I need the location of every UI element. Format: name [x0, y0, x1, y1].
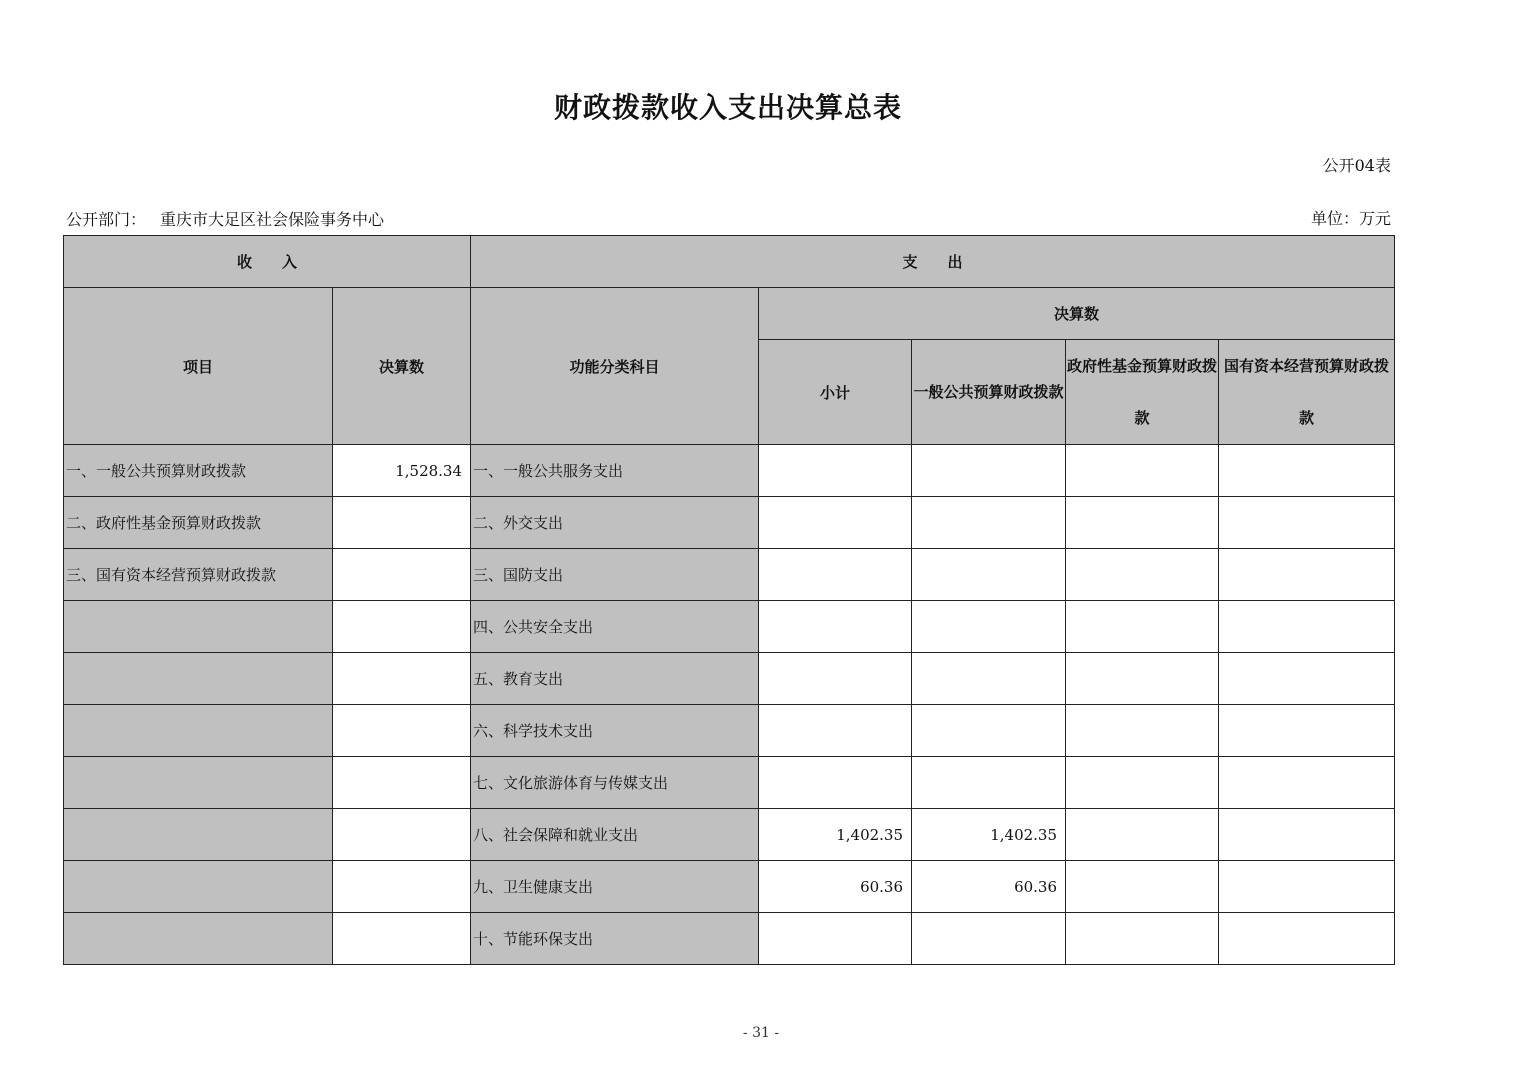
general-budget-cell [912, 913, 1066, 965]
income-amount-cell [333, 497, 471, 549]
expense-item-cell: 九、卫生健康支出 [471, 861, 759, 913]
table-row [64, 809, 1395, 861]
page-number: - 31 - [742, 1025, 780, 1041]
expense-item-cell: 十、节能环保支出 [471, 913, 759, 965]
gov-fund-column-header: 政府性基金预算财政拨款 [1066, 340, 1219, 445]
expense-item-cell: 五、教育支出 [471, 653, 759, 705]
table-row [64, 861, 1395, 913]
expense-item-cell: 八、社会保障和就业支出 [471, 809, 759, 861]
income-amount-cell [333, 913, 471, 965]
income-item-cell [64, 653, 333, 705]
income-header: 收 入 [64, 236, 471, 288]
income-item-cell [64, 809, 333, 861]
final-amount-column-header: 决算数 [333, 288, 471, 445]
general-budget-cell [912, 601, 1066, 653]
expense-item-cell: 六、科学技术支出 [471, 705, 759, 757]
state-capital-cell [1219, 601, 1395, 653]
subtotal-cell [759, 497, 912, 549]
income-amount-cell [333, 601, 471, 653]
subtotal-cell [759, 445, 912, 497]
state-capital-cell [1219, 757, 1395, 809]
general-budget-cell [912, 757, 1066, 809]
subtotal-cell [759, 705, 912, 757]
state-capital-cell [1219, 445, 1395, 497]
gov-fund-cell [1066, 913, 1219, 965]
state-capital-cell [1219, 705, 1395, 757]
gov-fund-cell [1066, 809, 1219, 861]
table-row [64, 757, 1395, 809]
subtotal-column-header: 小计 [759, 340, 912, 445]
gov-fund-cell [1066, 445, 1219, 497]
income-amount-cell [333, 705, 471, 757]
gov-fund-cell [1066, 549, 1219, 601]
page-title: 财政拨款收入支出决算总表 [553, 91, 902, 124]
subtotal-cell [759, 549, 912, 601]
income-item-cell [64, 757, 333, 809]
expense-item-cell: 四、公共安全支出 [471, 601, 759, 653]
department-name: 重庆市大足区社会保险事务中心 [160, 210, 385, 229]
final-amount-group-header: 决算数 [759, 288, 1395, 340]
income-item-cell: 一、一般公共预算财政拨款 [64, 445, 333, 497]
income-item-cell [64, 601, 333, 653]
income-amount-cell [333, 861, 471, 913]
expense-header: 支 出 [471, 236, 1395, 288]
table-row [64, 705, 1395, 757]
form-number: 公开04表 [1322, 156, 1391, 175]
gov-fund-cell [1066, 861, 1219, 913]
gov-fund-cell [1066, 757, 1219, 809]
subtotal-cell [759, 757, 912, 809]
expense-item-cell: 七、文化旅游体育与传媒支出 [471, 757, 759, 809]
state-capital-cell [1219, 497, 1395, 549]
income-amount-cell: 1,528.34 [333, 445, 471, 497]
table-row [64, 497, 1395, 549]
expense-item-cell: 三、国防支出 [471, 549, 759, 601]
income-amount-cell [333, 809, 471, 861]
table-row [64, 601, 1395, 653]
state-capital-cell [1219, 861, 1395, 913]
general-budget-cell: 1,402.35 [912, 809, 1066, 861]
expense-item-cell: 一、一般公共服务支出 [471, 445, 759, 497]
general-budget-column-header: 一般公共预算财政拨款 [912, 340, 1066, 445]
income-amount-cell [333, 757, 471, 809]
gov-fund-cell [1066, 705, 1219, 757]
general-budget-cell [912, 549, 1066, 601]
general-budget-cell [912, 653, 1066, 705]
department-label: 公开部门： [66, 210, 147, 229]
general-budget-cell [912, 445, 1066, 497]
income-item-cell: 二、政府性基金预算财政拨款 [64, 497, 333, 549]
state-capital-column-header: 国有资本经营预算财政拨款 [1219, 340, 1395, 445]
gov-fund-cell [1066, 601, 1219, 653]
income-amount-cell [333, 549, 471, 601]
unit-label: 单位：万元 [1310, 209, 1391, 228]
fiscal-summary-table [63, 235, 1395, 965]
subtotal-cell: 1,402.35 [759, 809, 912, 861]
income-item-cell [64, 705, 333, 757]
general-budget-cell [912, 705, 1066, 757]
table-row [64, 549, 1395, 601]
table-row [64, 913, 1395, 965]
general-budget-cell [912, 497, 1066, 549]
general-budget-cell: 60.36 [912, 861, 1066, 913]
income-amount-cell [333, 653, 471, 705]
gov-fund-cell [1066, 653, 1219, 705]
gov-fund-cell [1066, 497, 1219, 549]
item-column-header: 项目 [64, 288, 333, 445]
state-capital-cell [1219, 913, 1395, 965]
state-capital-cell [1219, 549, 1395, 601]
subtotal-cell [759, 653, 912, 705]
income-item-cell: 三、国有资本经营预算财政拨款 [64, 549, 333, 601]
income-item-cell [64, 913, 333, 965]
department-line [66, 207, 384, 230]
function-subject-column-header: 功能分类科目 [471, 288, 759, 445]
table-row [64, 653, 1395, 705]
income-item-cell [64, 861, 333, 913]
expense-item-cell: 二、外交支出 [471, 497, 759, 549]
state-capital-cell [1219, 809, 1395, 861]
subtotal-cell: 60.36 [759, 861, 912, 913]
subtotal-cell [759, 913, 912, 965]
subtotal-cell [759, 601, 912, 653]
state-capital-cell [1219, 653, 1395, 705]
table-row [64, 445, 1395, 497]
